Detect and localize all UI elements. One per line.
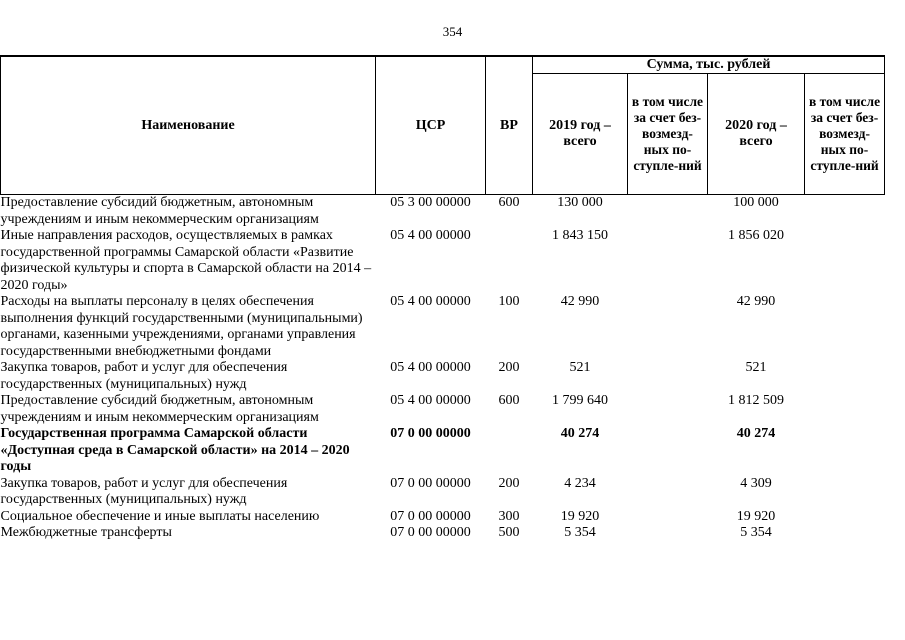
cell-2019-free bbox=[628, 228, 708, 294]
cell-name: Предоставление субсидий бюджетным, автономным учреждениям и иным некоммерческим организациям bbox=[0, 195, 319, 227]
cell-2019-total: 5 354 bbox=[564, 525, 596, 540]
cell-2020-total: 5 354 bbox=[740, 525, 772, 540]
cell-2019-total: 42 990 bbox=[560, 294, 600, 309]
cell-csr: 05 4 00 00000 bbox=[390, 294, 471, 309]
cell-2020-free bbox=[805, 393, 885, 426]
column-header-sum-group: Сумма, тыс. рублей bbox=[533, 56, 885, 74]
cell-vr: 100 bbox=[498, 294, 520, 309]
cell-2019-free bbox=[628, 476, 708, 509]
cell-2020-total: 1 856 020 bbox=[728, 228, 784, 243]
table-row bbox=[1, 393, 885, 426]
cell-2019-total: 1 843 150 bbox=[552, 228, 608, 243]
cell-2020-total: 521 bbox=[745, 360, 767, 375]
column-header-name: Наименование bbox=[1, 56, 376, 195]
table-row bbox=[1, 509, 885, 526]
cell-vr: 500 bbox=[498, 525, 520, 540]
cell-2019-free bbox=[628, 360, 708, 393]
cell-name: Межбюджетные трансферты bbox=[0, 525, 172, 540]
cell-name: Государственная программа Самарской области «Доступная среда в Самарской области» на 2014 – 2020 годы bbox=[0, 426, 350, 474]
column-header-2020-total: 2020 год – всего bbox=[708, 74, 805, 195]
cell-2019-free bbox=[628, 509, 708, 526]
cell-2019-total: 19 920 bbox=[560, 508, 600, 524]
table-body bbox=[1, 195, 885, 542]
cell-2019-total: 4 234 bbox=[564, 475, 596, 491]
cell-2020-total: 40 274 bbox=[736, 426, 776, 441]
cell-2020-total: 1 812 509 bbox=[728, 393, 784, 408]
table-row bbox=[1, 294, 885, 360]
cell-name: Социальное обеспечение и иные выплаты населению bbox=[0, 508, 320, 524]
cell-2019-free bbox=[628, 525, 708, 542]
cell-2019-free bbox=[628, 195, 708, 229]
cell-2019-total: 1 799 640 bbox=[552, 393, 608, 408]
cell-csr: 07 0 00 00000 bbox=[390, 525, 471, 540]
header-row bbox=[1, 56, 885, 74]
cell-2020-free bbox=[805, 228, 885, 294]
cell-name: Закупка товаров, работ и услуг для обеспечения государственных (муниципальных) нужд bbox=[0, 360, 288, 392]
cell-name: Расходы на выплаты персоналу в целях обеспечения выполнения функций государственными (муниципальными) органами, казенными учреждениями, органами управления государственными внебюджетными фондами bbox=[0, 294, 363, 359]
column-header-2019-free: в том числе за счет без-возмезд-ных по-ступле-ний bbox=[628, 74, 708, 195]
table-row bbox=[1, 426, 885, 476]
table-row bbox=[1, 360, 885, 393]
cell-csr: 05 4 00 00000 bbox=[390, 393, 471, 408]
cell-2019-free bbox=[628, 393, 708, 426]
cell-2020-free bbox=[805, 525, 885, 542]
cell-2020-free bbox=[805, 509, 885, 526]
cell-2020-free bbox=[805, 195, 885, 229]
cell-csr: 05 4 00 00000 bbox=[390, 360, 471, 375]
cell-csr: 07 0 00 00000 bbox=[390, 508, 471, 524]
budget-table bbox=[0, 55, 885, 542]
column-header-csr: ЦСР bbox=[376, 56, 486, 195]
page-number: 354 bbox=[442, 24, 463, 39]
cell-vr: 200 bbox=[498, 360, 520, 375]
cell-csr: 05 3 00 00000 bbox=[390, 195, 471, 210]
cell-2020-free bbox=[805, 294, 885, 360]
cell-2020-total: 19 920 bbox=[736, 508, 776, 524]
cell-2020-free bbox=[805, 476, 885, 509]
cell-2020-total: 100 000 bbox=[733, 195, 779, 210]
cell-csr: 07 0 00 00000 bbox=[390, 426, 471, 441]
cell-name: Иные направления расходов, осуществляемых в рамках государственной программы Самарской области «Развитие физической культуры и спорта в Самарской области на 2014 – 2020 годы» bbox=[0, 228, 372, 293]
table-row bbox=[1, 476, 885, 509]
cell-vr: 300 bbox=[498, 508, 520, 524]
cell-vr bbox=[486, 228, 533, 294]
cell-name: Предоставление субсидий бюджетным, автономным учреждениям и иным некоммерческим организациям bbox=[0, 393, 319, 425]
cell-2020-total: 4 309 bbox=[740, 475, 772, 491]
cell-2020-free bbox=[805, 426, 885, 476]
cell-vr: 200 bbox=[498, 475, 520, 491]
table-row bbox=[1, 228, 885, 294]
cell-2020-total: 42 990 bbox=[736, 294, 776, 309]
cell-csr: 07 0 00 00000 bbox=[390, 475, 471, 491]
cell-2020-free bbox=[805, 360, 885, 393]
cell-vr: 600 bbox=[498, 195, 520, 210]
column-header-vr: ВР bbox=[486, 56, 533, 195]
cell-2019-free bbox=[628, 294, 708, 360]
cell-vr bbox=[486, 426, 533, 476]
column-header-2020-free: в том числе за счет без-возмезд-ных по-ступле-ний bbox=[805, 74, 885, 195]
cell-2019-total: 521 bbox=[569, 360, 591, 375]
cell-2019-total: 40 274 bbox=[560, 426, 600, 441]
cell-csr: 05 4 00 00000 bbox=[390, 228, 471, 243]
cell-2019-total: 130 000 bbox=[557, 195, 603, 210]
column-header-2019-total: 2019 год – всего bbox=[533, 74, 628, 195]
table-row bbox=[1, 195, 885, 229]
table-row bbox=[1, 525, 885, 542]
cell-2019-free bbox=[628, 426, 708, 476]
cell-name: Закупка товаров, работ и услуг для обеспечения государственных (муниципальных) нужд bbox=[0, 475, 288, 507]
cell-vr: 600 bbox=[498, 393, 520, 408]
